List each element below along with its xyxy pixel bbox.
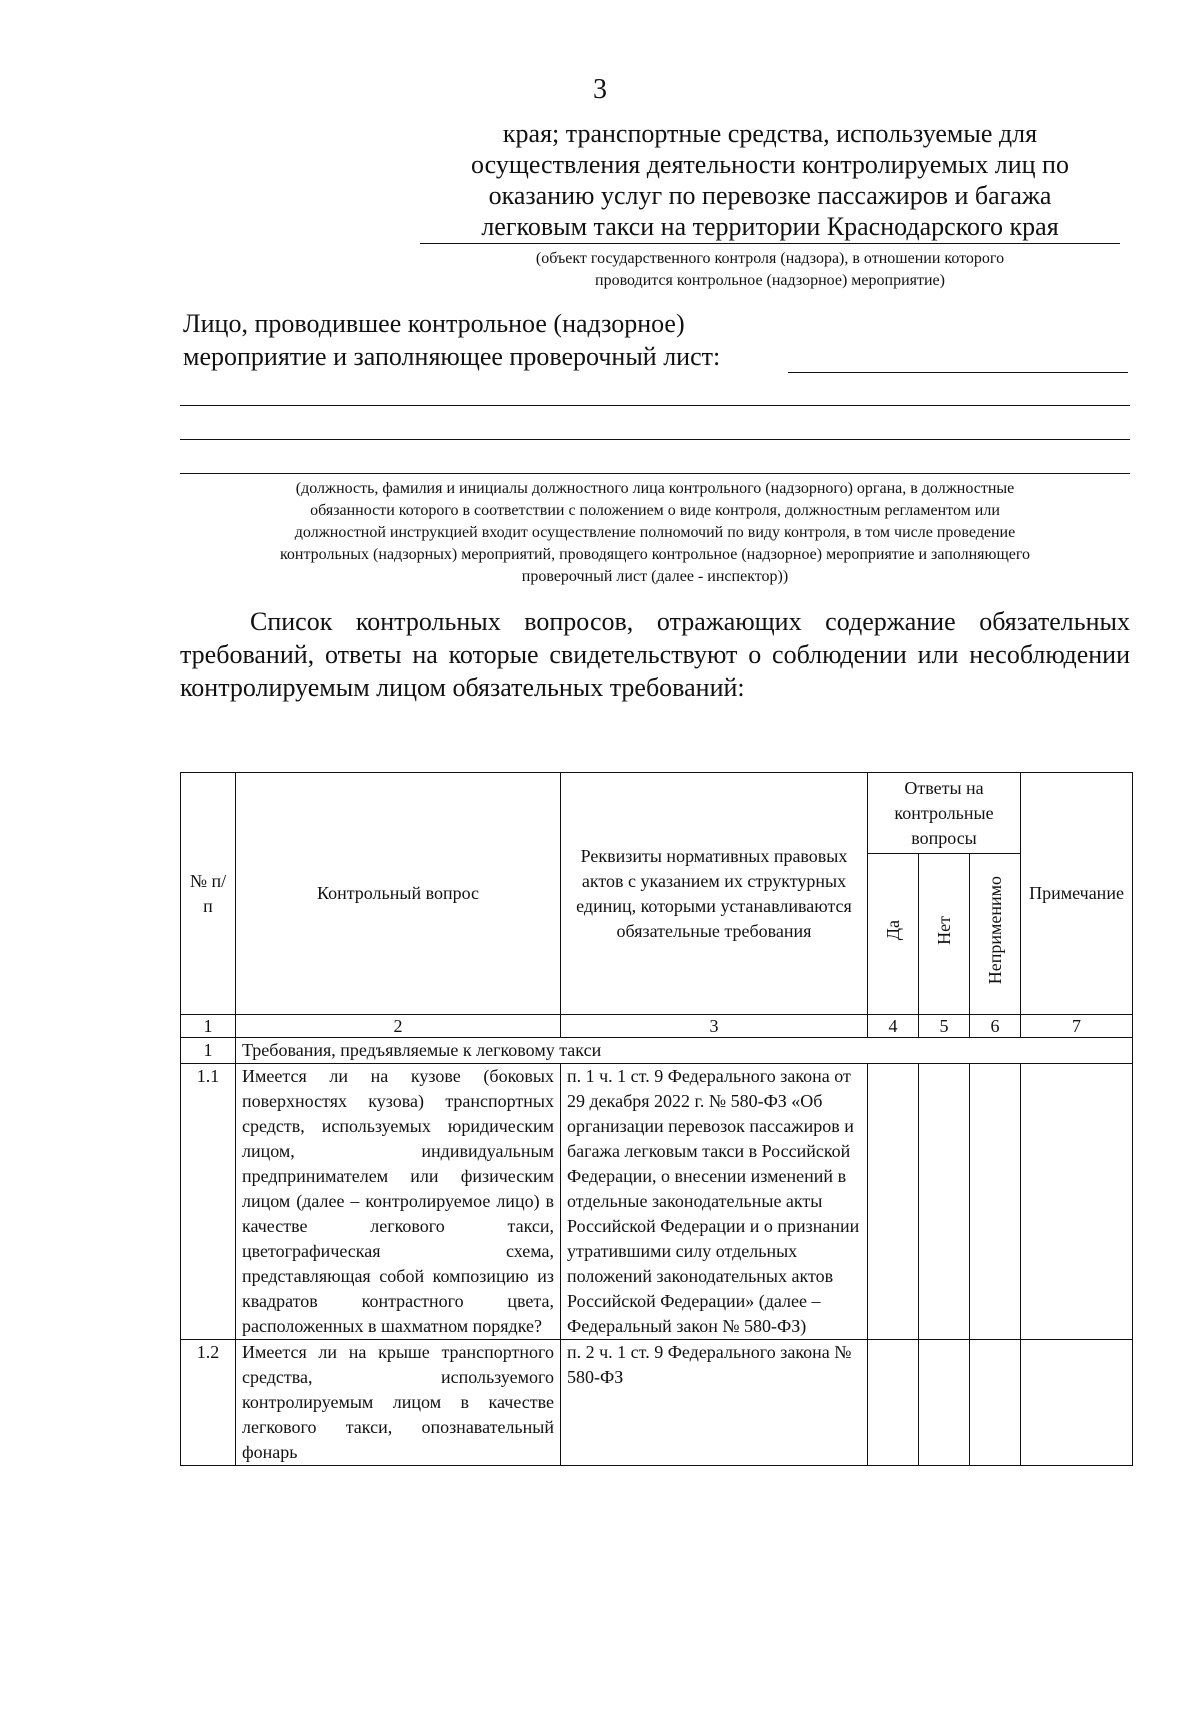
inspector-blank-line[interactable]: [180, 473, 1130, 474]
object-line: осуществления деятельности контролируемых лиц по: [471, 150, 1069, 179]
object-line: края; транспортные средства, используемые для: [502, 119, 1038, 148]
row-num: 1.2: [181, 1340, 236, 1466]
page-number: 3: [593, 74, 607, 105]
column-number: 1: [181, 1015, 236, 1038]
answer-yes-cell[interactable]: [868, 1340, 919, 1466]
column-number: 3: [561, 1015, 868, 1038]
column-number: 4: [868, 1015, 919, 1038]
inspector-label: [183, 307, 720, 373]
table-row: [181, 1340, 1133, 1466]
caption-line: должностной инструкцией входит осуществление полномочий по виду контроля, в том числе проведение: [294, 524, 1016, 541]
caption-line: проводится контрольное (надзорное) мероприятие): [595, 272, 945, 289]
row-question: Имеется ли на кузове (боковых поверхностях кузова) транспортных средств, используемых юридическим лицом, индивидуальным предпринимателем или физическим лицом (далее – контролируемое лицо) в качестве легкового такси, цветографическая схема, представляющая собой композицию из квадратов контрастного цвета, расположенных в шахматном порядке?: [236, 1064, 561, 1340]
column-number: 5: [919, 1015, 970, 1038]
object-line: оказанию услуг по перевозке пассажиров и багажа: [488, 181, 1052, 210]
section-num: 1: [181, 1038, 236, 1064]
object-caption: [420, 248, 1120, 292]
row-requisites: п. 1 ч. 1 ст. 9 Федерального закона от 29 декабря 2022 г. № 580-ФЗ «Об организации перевозок пассажиров и багажа легковым такси в Российской Федерации, о внесении изменений в отдельные законодательные акты Российской Федерации и о признании утратившими силу отдельных положений законодательных актов Российской Федерации» (далее – Федеральный закон № 580-ФЗ): [561, 1064, 868, 1340]
header-answers: Ответы на контрольные вопросы: [868, 773, 1021, 854]
inspector-caption: [180, 478, 1130, 588]
column-number: 7: [1021, 1015, 1133, 1038]
checklist-table: [180, 772, 1133, 1466]
section-title: Требования, предъявляемые к легковому такси: [236, 1038, 1133, 1064]
inspection-object: [420, 118, 1120, 242]
note-cell[interactable]: [1021, 1340, 1133, 1466]
header-requisites: Реквизиты нормативных правовых актов с указанием их структурных единиц, которыми устанавливаются обязательные требования: [561, 773, 868, 1015]
inspector-name-blank[interactable]: [788, 372, 1128, 373]
intro-paragraph: [180, 605, 1130, 704]
table-row: [181, 1064, 1133, 1340]
caption-line: контрольных (надзорных) мероприятий, проводящего контрольное (надзорное) мероприятие и заполняющего: [279, 546, 1031, 563]
object-underline: [420, 243, 1120, 244]
object-line: легковым такси на территории Краснодарского края: [481, 212, 1059, 241]
row-question: Имеется ли на крыше транспортного средства, используемого контролируемым лицом в качестве легкового такси, опознавательный фонарь: [236, 1340, 561, 1466]
inspector-blank-line[interactable]: [180, 439, 1130, 440]
header-yes: Да: [868, 854, 919, 1015]
note-cell[interactable]: [1021, 1064, 1133, 1340]
intro-text: Список контрольных вопросов, отражающих содержание обязательных требований, ответы на которые свидетельствуют о соблюдении или несоблюдении контролируемым лицом обязательных требований:: [180, 607, 1130, 702]
header-note: Примечание: [1021, 773, 1133, 1015]
row-requisites: п. 2 ч. 1 ст. 9 Федерального закона № 580-ФЗ: [561, 1340, 868, 1466]
inspector-blank-line[interactable]: [180, 405, 1130, 406]
caption-line: (объект государственного контроля (надзора), в отношении которого: [535, 250, 1005, 267]
inspector-label-line: мероприятие и заполняющее проверочный лист:: [183, 342, 721, 371]
column-numbers-row: [181, 1015, 1133, 1038]
answer-no-cell[interactable]: [919, 1340, 970, 1466]
caption-line: обязанности которого в соответствии с положением о виде контроля, должностным регламентом или: [310, 502, 1000, 519]
header-no: Нет: [919, 854, 970, 1015]
row-num: 1.1: [181, 1064, 236, 1340]
answer-yes-cell[interactable]: [868, 1064, 919, 1340]
answer-na-cell[interactable]: [970, 1340, 1021, 1466]
header-question: Контрольный вопрос: [236, 773, 561, 1015]
section-row: [181, 1038, 1133, 1064]
caption-line: (должность, фамилия и инициалы должностного лица контрольного (надзорного) органа, в должностные: [295, 480, 1015, 497]
caption-line: проверочный лист (далее - инспектор)): [521, 568, 789, 585]
header-not-applicable: Неприменимо: [970, 854, 1021, 1015]
column-number: 2: [236, 1015, 561, 1038]
answer-na-cell[interactable]: [970, 1064, 1021, 1340]
answer-no-cell[interactable]: [919, 1064, 970, 1340]
column-number: 6: [970, 1015, 1021, 1038]
header-num: № п/п: [181, 773, 236, 1015]
inspector-label-line: Лицо, проводившее контрольное (надзорное): [183, 309, 685, 338]
